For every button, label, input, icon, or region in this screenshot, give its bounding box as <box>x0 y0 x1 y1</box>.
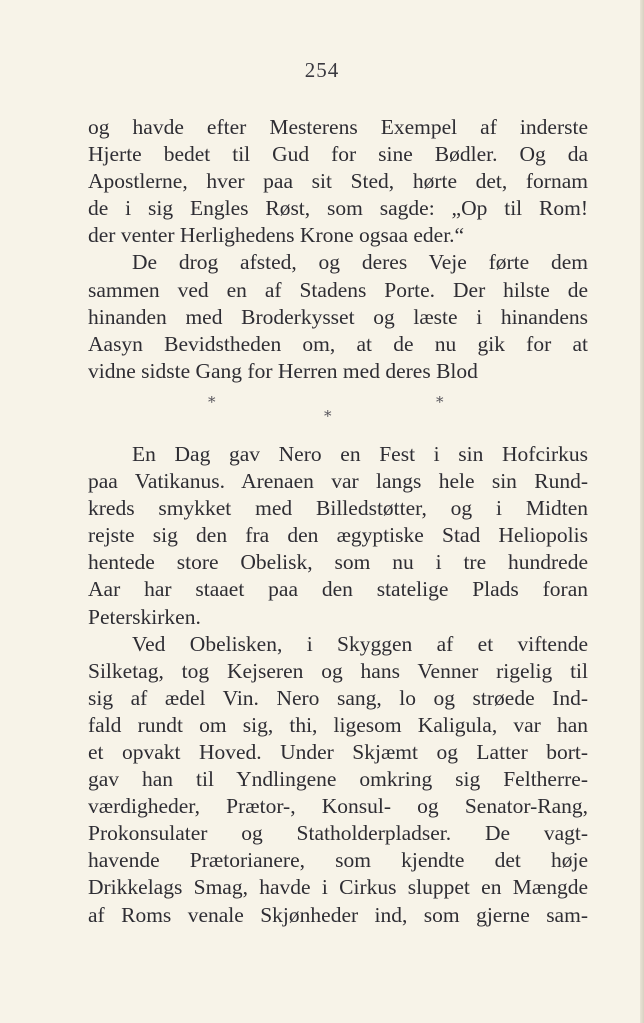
text-line: En Dag gav Nero en Fest i sin Hofcirkus <box>132 441 588 466</box>
paragraph-2 <box>88 249 588 384</box>
text-line: af Roms venale Skjønheder ind, som gjerne sam- <box>88 902 588 927</box>
text-line: rejste sig den fra den ægyptiske Stad Heliopolis <box>88 523 588 548</box>
text-line: sammen ved en af Stadens Porte. Der hilste de <box>88 277 588 302</box>
text-line: og havde efter Mesterens Exempel af inderste <box>88 115 588 139</box>
text-line: de i sig Engles Røst, som sagde: „Op til Rom! <box>88 196 588 221</box>
text-line: Drikkelags Smag, havde i Cirkus sluppet en Mængde <box>88 875 588 900</box>
text-line: Aasyn Bevidstheden om, at de nu gik for at <box>88 331 588 356</box>
text-line: Peterskirken. <box>88 604 201 629</box>
page-edge <box>640 0 644 1023</box>
asterisk-ornament: * <box>208 392 216 411</box>
page-number: 254 <box>304 58 340 82</box>
text-line: værdigheder, Prætor-, Konsul- og Senator-Rang, <box>88 794 588 819</box>
text-line: Aar har staaet paa den statelige Plads foran <box>88 577 588 602</box>
text-line: hentede store Obelisk, som nu i tre hundrede <box>88 550 588 575</box>
text-line: Ved Obelisken, i Skyggen af et viftende <box>132 631 588 656</box>
text-line: der venter Herlighedens Krone ogsaa eder.“ <box>88 223 465 248</box>
text-line: hinanden med Broderkysset og læste i hinandens <box>88 304 588 329</box>
text-line: sig af ædel Vin. Nero sang, lo og strøede Ind- <box>88 685 588 710</box>
body-text <box>88 114 588 929</box>
text-line: kreds smykket med Billedstøtter, og i Midten <box>88 496 588 521</box>
text-line: Apostlerne, hver paa sit Sted, hørte det, fornam <box>88 169 588 194</box>
text-line: havende Prætorianere, som kjendte det høje <box>88 848 588 873</box>
text-line: fald rundt om sig, thi, ligesom Kaligula, var han <box>88 712 588 737</box>
text-line: Prokonsulater og Statholderpladser. De vagt- <box>88 821 588 846</box>
asterisk-ornament: * <box>436 392 444 411</box>
text-line: Silketag, tog Kejseren og hans Venner rigelig til <box>88 658 588 683</box>
text-line: gav han til Yndlingene omkring sig Feltherre- <box>88 767 588 792</box>
text-line: vidne sidste Gang for Herren med deres Blod <box>88 358 478 383</box>
text-line: De drog afsted, og deres Veje førte dem <box>132 250 588 275</box>
text-line: paa Vatikanus. Arenaen var langs hele sin Rund- <box>88 469 588 494</box>
text-line: Hjerte bedet til Gud for sine Bødler. Og da <box>88 142 588 167</box>
section-separator <box>88 385 588 441</box>
paragraph-1 <box>88 114 588 249</box>
text-line: et opvakt Hoved. Under Skjæmt og Latter bort- <box>88 739 588 764</box>
asterisk-ornament: * <box>324 406 332 425</box>
paragraph-4 <box>88 631 588 929</box>
paragraph-3 <box>88 441 588 631</box>
